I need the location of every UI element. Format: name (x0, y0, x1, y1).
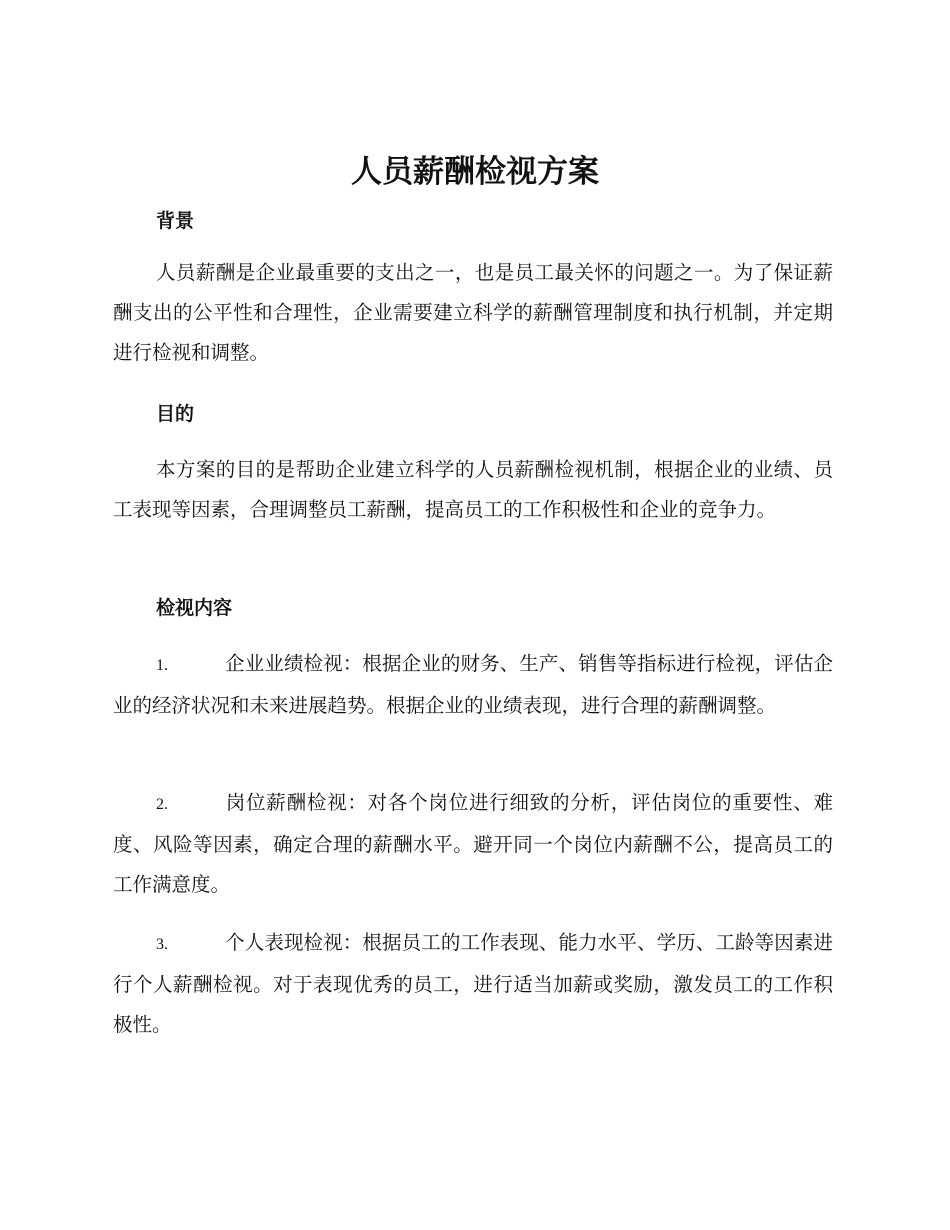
list-item (113, 644, 833, 726)
section-heading-review-content: 检视内容 (156, 597, 233, 619)
section-paragraph-background: 人员薪酬是企业最重要的支出之一，也是员工最关怀的问题之一。为了保证薪酬支出的公平性和合理性，企业需要建立科学的薪酬管理制度和执行机制，并定期进行检视和调整。 (113, 261, 833, 364)
document-title: 人员薪酬检视方案 (351, 154, 599, 190)
list-item-number: 1. (156, 657, 168, 674)
list-item-text: 个人表现检视：根据员工的工作表现、能力水平、学历、工龄等因素进行个人薪酬检视。对于表现优秀的员工，进行适当加薪或奖励，激发员工的工作积极性。 (113, 931, 833, 1036)
section-heading-background: 背景 (156, 210, 195, 232)
list-item (113, 923, 833, 1045)
list-item-text: 岗位薪酬检视：对各个岗位进行细致的分析，评估岗位的重要性、难度、风险等因素，确定合理的薪酬水平。避开同一个岗位内薪酬不公，提高员工的工作满意度。 (113, 791, 833, 896)
section-paragraph-purpose: 本方案的目的是帮助企业建立科学的人员薪酬检视机制，根据企业的业绩、员工表现等因素，合理调整员工薪酬，提高员工的工作积极性和企业的竞争力。 (113, 458, 833, 521)
list-item-text: 企业业绩检视：根据企业的财务、生产、销售等指标进行检视，评估企业的经济状况和未来进展趋势。根据企业的业绩表现，进行合理的薪酬调整。 (113, 652, 833, 717)
list-item-number: 3. (156, 936, 168, 953)
section-heading-purpose: 目的 (156, 403, 195, 425)
list-item-number: 2. (156, 796, 168, 813)
list-item (113, 783, 833, 905)
